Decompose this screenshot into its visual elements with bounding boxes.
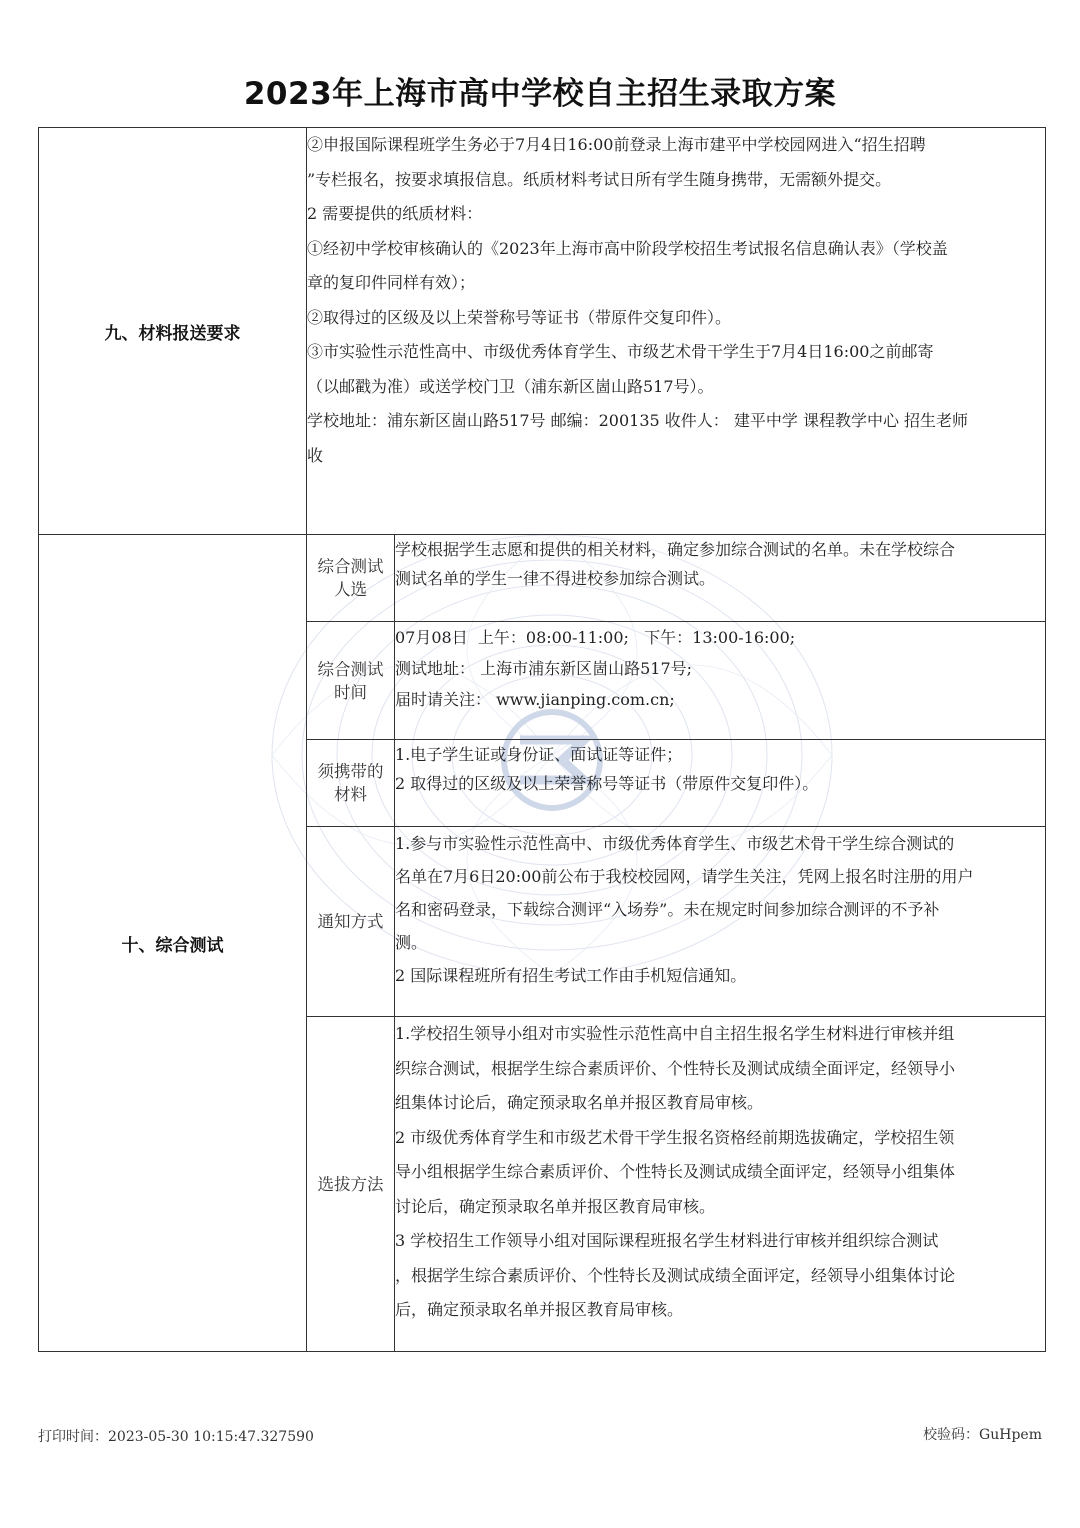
section9-row	[39, 128, 1046, 535]
test-time-content	[395, 622, 1046, 740]
section9-line: （以邮戳为准）或送学校门卫（浦东新区崮山路517号）。	[307, 376, 714, 396]
content-line: 届时请关注： www.jianping.com.cn;	[395, 690, 675, 709]
section9-line: 2 需要提供的纸质材料：	[307, 204, 483, 223]
section9-line: 学校地址：浦东新区崮山路517号 邮编：200135 收件人： 建平中学 课程教学中心 招生老师	[307, 411, 969, 430]
content-line: 讨论后，确定预录取名单并报区教育局审核。	[395, 1196, 716, 1216]
test-candidates-row	[39, 535, 1046, 622]
section9-line: ③市实验性示范性高中、市级优秀体育学生、市级艺术骨干学生于7月4日16:00之前邮寄	[307, 342, 934, 361]
test-time-label	[307, 622, 395, 740]
sub-label-line: 选拔方法	[317, 1174, 384, 1194]
section9-label: 九、材料报送要求	[39, 128, 307, 535]
section9-line: ②取得过的区级及以上荣誉称号等证书（带原件交复印件）。	[307, 307, 732, 327]
materials-content	[395, 740, 1046, 827]
notice-label	[307, 827, 395, 1017]
content-line: 07月08日 上午：08:00-11:00; 下午：13:00-16:00;	[395, 628, 796, 647]
selection-content	[395, 1017, 1046, 1352]
sub-label-line: 通知方式	[317, 912, 384, 931]
content-line: 测试地址： 上海市浦东新区崮山路517号;	[395, 659, 693, 678]
content-line: 3 学校招生工作领导小组对国际课程班报名学生材料进行审核并组织综合测试	[395, 1231, 939, 1250]
section10-label: 十、综合测试	[39, 535, 307, 1352]
content-line: 学校根据学生志愿和提供的相关材料，确定参加综合测试的名单。未在学校综合	[395, 540, 956, 559]
content-line: 织综合测试，根据学生综合素质评价、个性特长及测试成绩全面评定，经领导小	[395, 1058, 956, 1078]
section9-content	[307, 128, 1046, 535]
verification-code: 校验码：GuHpem	[923, 1427, 1042, 1443]
sub-label-line: 综合测试	[317, 659, 384, 679]
notice-content	[395, 827, 1046, 1017]
sub-label-line: 人选	[334, 580, 367, 599]
sub-label-line: 综合测试	[317, 557, 384, 576]
content-line: 2 国际课程班所有招生考试工作由手机短信通知。	[395, 966, 747, 985]
sub-label-line: 须携带的	[317, 762, 384, 781]
selection-label	[307, 1017, 395, 1352]
content-line: 组集体讨论后，确定预录取名单并报区教育局审核。	[395, 1093, 764, 1112]
print-time: 打印时间：2023-05-30 10:15:47.327590	[38, 1429, 314, 1445]
content-line: 1.参与市实验性示范性高中、市级优秀体育学生、市级艺术骨干学生综合测试的	[395, 834, 955, 853]
test-candidates-content	[395, 535, 1046, 622]
sub-label-line: 材料	[334, 785, 367, 804]
section9-line: ②申报国际课程班学生务必于7月4日16:00前登录上海市建平中学校园网进入“招生招聘	[307, 135, 926, 154]
content-line: 后，确定预录取名单并报区教育局审核。	[395, 1300, 684, 1319]
content-line: 测。	[395, 933, 428, 952]
materials-label	[307, 740, 395, 827]
section9-line: 章的复印件同样有效）；	[307, 273, 476, 292]
content-line: 2 市级优秀体育学生和市级艺术骨干学生报名资格经前期选拔确定，学校招生领	[395, 1127, 955, 1147]
content-line: 2 取得过的区级及以上荣誉称号等证书（带原件交复印件）。	[395, 774, 819, 793]
admission-plan-table	[38, 127, 1046, 1352]
content-line: 1.电子学生证或身份证、面试证等证件；	[395, 745, 683, 764]
section9-line: ”专栏报名，按要求填报信息。纸质材料考试日所有学生随身携带，无需额外提交。	[307, 169, 892, 189]
section9-line: 收	[307, 445, 324, 465]
test-candidates-label	[307, 535, 395, 622]
content-line: 名和密码登录，下载综合测评“入场券”。未在规定时间参加综合测评的不予补	[395, 900, 940, 919]
content-line: 1.学校招生领导小组对市实验性示范性高中自主招生报名学生材料进行审核并组	[395, 1024, 955, 1043]
page-title: 2023年上海市高中学校自主招生录取方案	[243, 76, 837, 112]
content-line: 导小组根据学生综合素质评价、个性特长及测试成绩全面评定，经领导小组集体	[395, 1162, 956, 1181]
content-line: 名单在7月6日20:00前公布于我校校园网，请学生关注，凭网上报名时注册的用户	[395, 867, 974, 886]
sub-label-line: 时间	[334, 682, 367, 702]
section9-line: ①经初中学校审核确认的《2023年上海市高中阶段学校招生考试报名信息确认表》（学校盖	[307, 238, 948, 258]
content-line: 测试名单的学生一律不得进校参加综合测试。	[395, 569, 716, 588]
content-line: ，根据学生综合素质评价、个性特长及测试成绩全面评定，经领导小组集体讨论	[395, 1265, 956, 1285]
